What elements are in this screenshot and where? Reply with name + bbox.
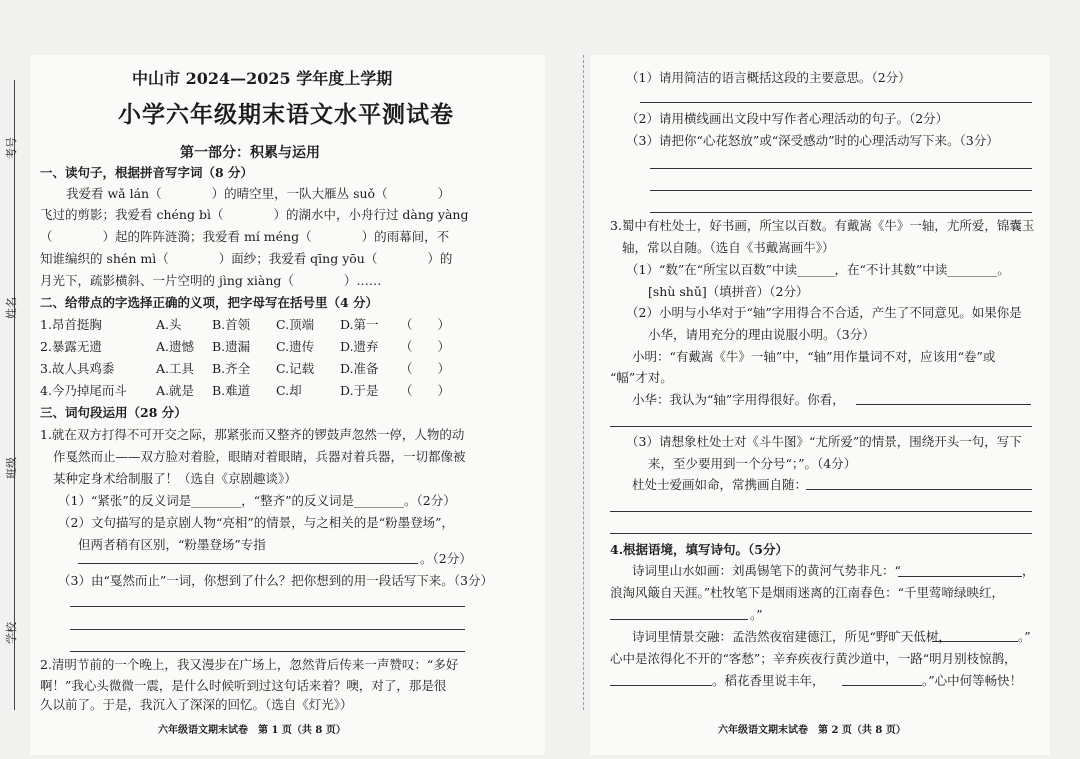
choice-question: 3.故人具鸡黍 xyxy=(40,361,115,376)
poem-context-punct: 。” xyxy=(1018,629,1031,644)
answer-line[interactable] xyxy=(70,651,465,652)
section-one-title: 一、读句子，根据拼音写字词（8 分） xyxy=(40,165,254,180)
question-3-2: （2）小明与小华对于“轴”字用得合不合适，产生了不同意见。如果你是 xyxy=(626,305,1022,320)
passage-two-line: 久以前了。于是，我沉入了深深的回忆。（选自《灯光》） xyxy=(40,697,353,712)
answer-line[interactable] xyxy=(650,168,1032,169)
choice-question: 1.昂首挺胸 xyxy=(40,317,102,332)
question-1-2-score: 。（2分） xyxy=(420,551,472,566)
choice-option-c: C.顶端 xyxy=(276,317,315,332)
passage-one-line: 作戛然而止——双方脸对着脸，眼睛对着眼睛，兵器对着兵器，一切都像被 xyxy=(53,449,466,464)
answer-line[interactable] xyxy=(610,533,1032,534)
section-two-title: 二、给带点的字选择正确的义项，把字母写在括号里（4 分） xyxy=(40,295,379,310)
question-1-2: （2）文句描写的是京剧人物“亮相”的情景，与之相关的是“粉墨登场”， xyxy=(58,515,455,530)
binding-label-exam-number: 考号 xyxy=(5,137,18,159)
section-three-title: 三、词句段运用（28 分） xyxy=(40,405,187,420)
answer-line[interactable] xyxy=(856,404,1031,405)
poem-blank[interactable] xyxy=(610,619,748,620)
choice-option-b: B.齐全 xyxy=(212,361,251,376)
exam-header-school-year: 中山市 2024—2025 学年度上学期 xyxy=(132,69,393,88)
choice-option-b: B.遗漏 xyxy=(212,339,251,354)
page-2-footer: 六年级语文期末试卷 第 2 页（共 8 页） xyxy=(718,725,906,736)
poem-blank[interactable] xyxy=(610,685,712,686)
answer-parentheses[interactable]: （ ） xyxy=(400,339,451,354)
section-one-line: （ ）起的阵阵涟漪；我爱看 mí méng（ ）的雨幕间，不 xyxy=(40,229,450,244)
question-2-1: （1）请用简洁的语言概括这段的主要意思。（2分） xyxy=(626,70,911,85)
question-1-2-cont: 但两者稍有区别，“粉墨登场”专指 xyxy=(78,537,266,552)
answer-line[interactable] xyxy=(70,629,465,630)
answer-parentheses[interactable]: （ ） xyxy=(400,383,451,398)
question-3-3-opening: 杜处士爱画如命，常携画自随： xyxy=(632,477,808,492)
passage-two-line: 2.清明节前的一个晚上，我又漫步在广场上，忽然背后传来一声赞叹：“多好 xyxy=(40,657,459,672)
poem-context-punct: 。”心中何等畅快！ xyxy=(922,673,1023,688)
choice-option-d: D.于是 xyxy=(340,383,379,398)
choice-option-c: C.却 xyxy=(276,383,302,398)
answer-line[interactable] xyxy=(806,489,1032,490)
answer-line[interactable] xyxy=(610,511,1032,512)
answer-line[interactable] xyxy=(650,212,1032,213)
page-1-footer: 六年级语文期末试卷 第 1 页（共 8 页） xyxy=(158,725,346,736)
poem-context-line: 浪淘风簸自天涯。”杜牧笔下是烟雨迷离的江南春色：“千里莺啼绿映红， xyxy=(610,585,1005,600)
poem-context-line: 诗词里情景交融：孟浩然夜宿建德江，所见“野旷天低树， xyxy=(632,629,951,644)
choice-option-a: A.头 xyxy=(156,317,182,332)
section-one-line: 月光下，疏影横斜、一片空明的 jìng xiàng（ ）…… xyxy=(40,273,382,288)
choice-option-a: A.就是 xyxy=(156,383,195,398)
question-3-2-cont: 小华，请用充分的理由说服小明。（3分） xyxy=(648,327,875,342)
xiaoming-opinion-cont: “幅”才对。 xyxy=(610,370,673,385)
choice-option-d: D.准备 xyxy=(340,361,379,376)
poem-blank[interactable] xyxy=(898,576,1022,577)
choice-option-c: C.记载 xyxy=(276,361,315,376)
section-one-line: 知谁编织的 shén mì（ ）面纱；我爱看 qīng yōu（ ）的 xyxy=(40,251,453,266)
choice-question: 2.暴露无遗 xyxy=(40,339,102,354)
binding-label-school: 学校 xyxy=(5,622,18,644)
section-one-line: 我爱看 wǎ lán（ ）的晴空里，一队大雁丛 suǒ（ ） xyxy=(66,186,451,201)
exam-title: 小学六年级期末语文水平测试卷 xyxy=(118,101,454,128)
passage-one-line: 1.就在双方打得不可开交之际，那紧张而又整齐的锣鼓声忽然一停，人物的动 xyxy=(40,427,465,442)
question-3-1: （1）“数”在“所宝以百数”中读______，在“不计其数”中读________。 xyxy=(626,262,1010,277)
poem-context-punct: 。” xyxy=(750,607,763,622)
choice-question: 4.今乃掉尾而斗 xyxy=(40,383,127,398)
answer-line[interactable] xyxy=(70,606,465,607)
passage-three-line: 3.蜀中有杜处士，好书画，所宝以百数。有戴嵩《牛》一轴，尤所爱，锦囊玉 xyxy=(610,218,1035,233)
poem-context-line: 心中是浓得化不开的“客愁”；辛弃疾夜行黄沙道中，一路“明月别枝惊鹊， xyxy=(610,651,1017,666)
question-1-1: （1）“紧张”的反义词是________，“整齐”的反义词是________。（2分） xyxy=(58,493,456,508)
binding-label-class: 班级 xyxy=(5,457,18,479)
binding-line xyxy=(14,80,15,710)
answer-line[interactable] xyxy=(640,102,1032,103)
answer-parentheses[interactable]: （ ） xyxy=(400,361,451,376)
choice-option-a: A.工具 xyxy=(156,361,195,376)
question-3-3-cont: 来，至少要用到一个分号“；”。（4分） xyxy=(648,456,857,471)
page-divider xyxy=(583,55,584,710)
choice-option-b: B.难道 xyxy=(212,383,251,398)
part-one-heading: 第一部分：积累与运用 xyxy=(180,145,320,161)
poem-blank[interactable] xyxy=(932,641,1018,642)
poem-context-line: 。稻花香里说丰年， xyxy=(712,673,825,688)
answer-line[interactable] xyxy=(78,563,418,564)
question-2-3: （3）请把你“心花怒放”或“深受感动”时的心理活动写下来。（3分） xyxy=(626,133,999,148)
question-2-2: （2）请用横线画出文段中写作者心理活动的句子。（2分） xyxy=(626,111,949,126)
passage-two-line: 啊！”我心头微微一震，是什么时候听到过这句话来着？噢，对了，那是很 xyxy=(40,678,447,693)
answer-line[interactable] xyxy=(650,190,1032,191)
answer-line[interactable] xyxy=(610,426,1032,427)
section-one-line: 飞过的剪影；我爱看 chéng bì（ ）的湖水中，小舟行过 dàng yàng xyxy=(40,207,469,222)
poem-context-punct: ， xyxy=(1022,563,1035,578)
question-3-3: （3）请想象杜处士对《斗牛图》“尤所爱”的情景，围绕开头一句，写下 xyxy=(626,434,1022,449)
choice-option-c: C.遗传 xyxy=(276,339,315,354)
choice-option-d: D.遗弃 xyxy=(340,339,379,354)
choice-option-d: D.第一 xyxy=(340,317,379,332)
poem-context-line: 诗词里山水如画：刘禹锡笔下的黄河气势非凡：“ xyxy=(632,563,901,578)
xiaohua-opinion: 小华：我认为“轴”字用得很好。你看， xyxy=(632,392,845,407)
question-3-1-pinyin: [shù shǔ]（填拼音）（2分） xyxy=(648,284,809,299)
question-1-3: （3）由“戛然而止”一词，你想到了什么？把你想到的用一段话写下来。（3分） xyxy=(58,573,493,588)
poem-blank[interactable] xyxy=(842,685,922,686)
passage-one-line: 某种定身术给制服了！（选自《京剧趣谈》） xyxy=(53,471,297,486)
passage-three-line: 轴，常以自随。（选自《书戴嵩画牛》） xyxy=(622,240,835,255)
xiaoming-opinion: 小明：“有戴嵩《牛》一轴”中，“轴”用作量词不对，应该用“卷”或 xyxy=(632,349,996,364)
choice-option-a: A.遗憾 xyxy=(156,339,195,354)
choice-option-b: B.首领 xyxy=(212,317,251,332)
answer-parentheses[interactable]: （ ） xyxy=(400,317,451,332)
question-4-title: 4.根据语境，填写诗句。（5分） xyxy=(610,542,788,557)
binding-label-name: 姓名 xyxy=(5,297,18,319)
